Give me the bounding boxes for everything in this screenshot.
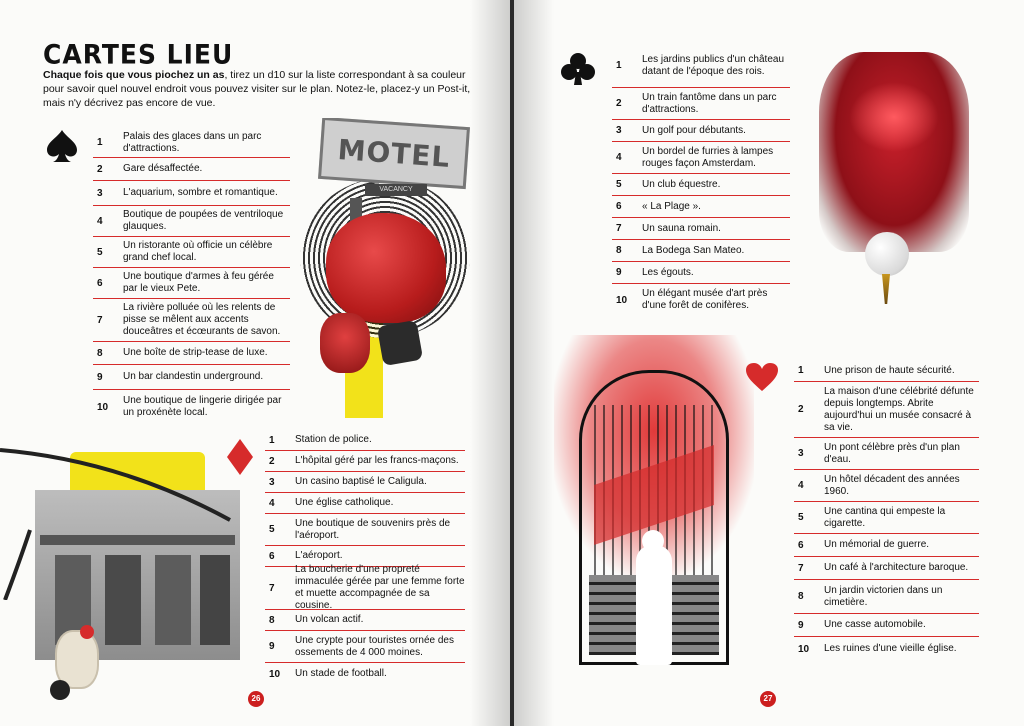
item-text: Un train fantôme dans un parc d'attractions. [642,91,777,115]
item-text: Les égouts. [642,266,694,278]
list-item [265,514,465,546]
item-number: 9 [616,267,622,278]
item-number: 4 [616,152,622,163]
item-text: Un sauna romain. [642,222,721,234]
item-text: Une boutique de souvenirs près de l'aéroport. [295,517,451,541]
item-number: 1 [97,137,103,148]
list-item [93,299,290,342]
list-item [794,470,979,502]
list-item [265,663,465,685]
intro-text [43,68,473,110]
item-number: 10 [97,401,109,413]
item-text: La Bodega San Mateo. [642,244,745,256]
list-item [265,610,465,631]
item-number: 2 [97,163,103,175]
item-number: 9 [798,619,804,631]
item-number: 7 [97,314,103,326]
item-text: Les ruines d'une vieille église. [824,643,957,654]
intro-rest: , tirez un d10 sur la liste correspondant à sa couleur pour savoir quel nouvel endroit vous pouvez visiter sur le plan. Notez-le, placez-y un Post-it, mais n'y décrivez pas encore de vue. [43,69,471,109]
item-text: Un stade de football. [295,668,387,679]
item-number: 7 [269,582,275,594]
item-number: 2 [616,98,622,109]
item-text: Station de police. [295,434,372,445]
item-text: Un café à l'architecture baroque. [824,562,969,573]
item-text: Un élégant musée d'art près d'une forêt de conifères. [642,288,768,311]
list-item [794,382,979,438]
list-item [612,44,790,88]
item-text: Boutique de poupées de ventriloque glauques. [123,209,284,232]
list-item [794,502,979,534]
item-text: Un hôtel décadent des années 1960. [824,473,960,497]
list-item [265,493,465,514]
list-item [612,120,790,142]
item-number: 9 [269,641,275,652]
list-item [612,142,790,174]
item-number: 7 [616,223,622,234]
list-item [794,637,979,661]
clubs-list [612,44,790,316]
item-text: Une église catholique. [295,497,394,508]
item-text: L'hôpital géré par les francs-maçons. [295,455,459,466]
item-text: La boucherie d'une propreté immaculée gérée par une femme forte et muette accompagnée de sa cousine. [295,564,465,611]
list-item [93,365,290,390]
item-number: 3 [798,448,804,459]
list-item [93,128,290,158]
item-number: 2 [798,404,804,415]
item-number: 6 [798,539,804,551]
item-number: 8 [616,245,622,256]
item-number: 6 [616,201,622,212]
hearts-list [794,360,979,661]
list-item [612,262,790,284]
item-number: 10 [798,643,810,655]
item-text: Un ristorante où officie un célèbre grand chef local. [123,240,273,263]
item-number: 9 [97,371,103,383]
item-number: 4 [269,497,275,509]
list-item [612,174,790,196]
item-text: Une boutique d'armes à feu gérée par le vieux Pete. [123,271,274,294]
item-text: Un golf pour débutants. [642,124,746,136]
right-page [514,0,1024,726]
item-number: 5 [97,246,103,258]
list-item [93,158,290,181]
item-text: Un pont célèbre près d'un plan d'eau. [824,441,960,465]
intro-bold: Chaque fois que vous piochez un as [43,69,225,81]
list-item [93,268,290,299]
item-text: Une boîte de strip-tease de luxe. [123,347,268,358]
item-text: Un jardin victorien dans un cimetière. [824,584,943,608]
item-number: 8 [269,614,275,626]
item-text: Une cantina qui empeste la cigarette. [824,505,946,529]
item-text: Un club équestre. [642,178,721,190]
item-number: 3 [97,187,103,199]
page-number: 27 [760,691,776,707]
list-item [93,206,290,237]
list-item [794,614,979,637]
page-title: CARTES LIEU [43,39,234,70]
list-item [93,181,290,206]
item-text: « La Plage ». [642,200,701,212]
item-number: 5 [616,179,622,190]
building-illustration [0,440,250,710]
list-item [93,342,290,365]
list-item [265,451,465,472]
list-item [265,631,465,663]
item-number: 1 [798,365,804,376]
list-item [265,472,465,493]
item-text: Un casino baptisé le Caligula. [295,476,427,487]
item-text: Une boutique de lingerie dirigée par un proxénète local. [123,395,282,418]
item-text: Palais des glaces dans un parc d'attractions. [123,130,262,154]
spades-list [93,128,290,424]
item-text: Les jardins publics d'un château datant de l'époque des rois. [642,53,785,77]
item-number: 3 [269,476,275,488]
list-item [794,557,979,580]
item-text: L'aquarium, sombre et romantique. [123,187,278,198]
motel-sign: MOTEL [336,132,452,174]
item-text: Un volcan actif. [295,614,364,625]
item-text: Gare désaffectée. [123,163,203,174]
item-text: La rivière polluée où les relents de pisse se mêlent aux accents douceâtres et écœurants de savon. [123,302,281,337]
item-text: La maison d'une célébrité défunte depuis longtemps. Abrite aujourd'hui un musée consacré à sa vie. [824,385,974,433]
list-item [612,284,790,316]
list-item [93,237,290,268]
motel-illustration [290,118,480,418]
item-number: 2 [269,455,275,467]
list-item [794,534,979,557]
item-text: Un bordel de furries à lampes rouges façon Amsterdam. [642,145,774,169]
list-item [265,564,465,611]
heart-icon [745,362,779,392]
list-item [93,390,290,424]
item-number: 3 [616,125,622,136]
item-number: 1 [616,60,622,71]
page-number: 26 [248,691,264,707]
item-number: 4 [798,480,804,491]
item-number: 6 [269,550,275,562]
list-item [265,430,465,451]
item-number: 7 [798,562,804,574]
item-number: 10 [269,668,281,680]
list-item [794,438,979,470]
item-number: 10 [616,294,628,306]
item-text: L'aéroport. [295,550,343,561]
golf-illustration [809,42,979,312]
list-item [612,218,790,240]
list-item [612,196,790,218]
list-item [794,580,979,614]
staircase-illustration [554,335,754,685]
left-page [0,0,510,726]
list-item [794,360,979,382]
item-number: 5 [269,524,275,535]
spade-icon [45,128,79,164]
item-text: Une casse automobile. [824,619,926,630]
item-text: Une prison de haute sécurité. [824,364,955,376]
list-item [612,240,790,262]
item-number: 5 [798,512,804,523]
vacancy-sign: VACANCY [365,184,427,196]
item-number: 4 [97,215,103,227]
item-number: 1 [269,434,275,446]
gutter-shadow [514,0,554,726]
item-number: 8 [798,591,804,602]
item-text: Une crypte pour touristes ornée des ossements de 4 000 moines. [295,634,454,658]
item-number: 6 [97,277,103,289]
diamonds-list [265,430,465,685]
item-text: Un bar clandestin underground. [123,371,264,382]
item-number: 8 [97,347,103,359]
club-icon [560,52,596,88]
list-item [612,88,790,120]
item-text: Un mémorial de guerre. [824,539,930,550]
